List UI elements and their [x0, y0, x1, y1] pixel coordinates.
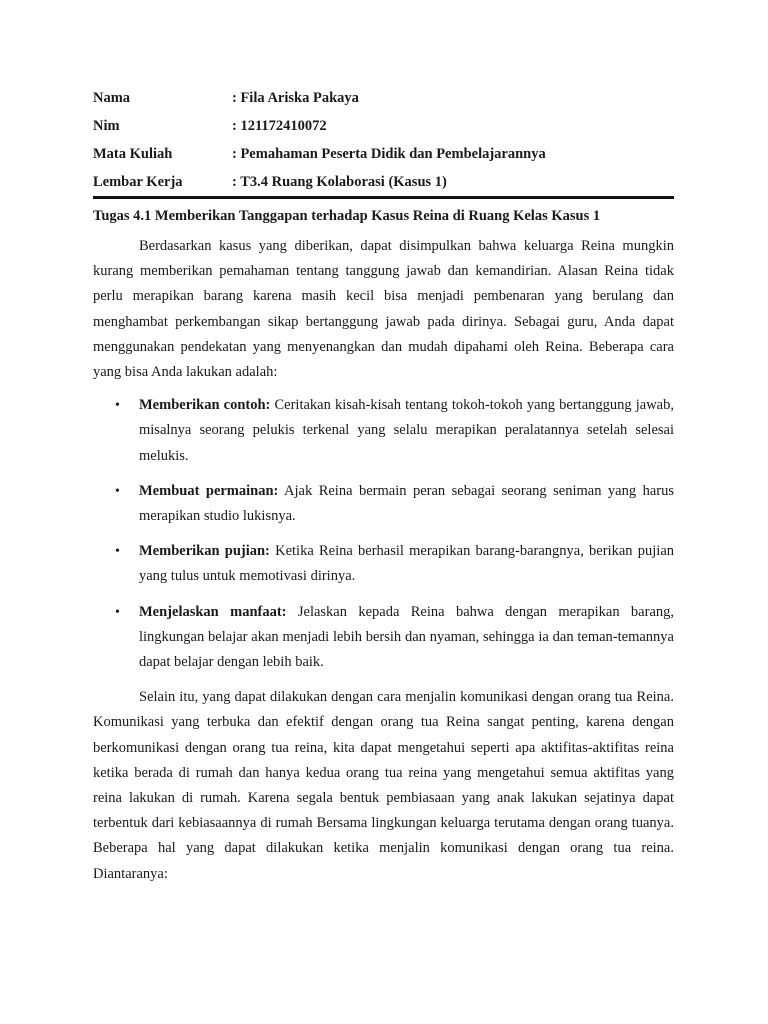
info-label: Mata Kuliah: [93, 145, 173, 162]
info-row-name: [93, 84, 674, 112]
list-item-text: Ceritakan kisah-kisah tentang tokoh-tokoh yang bertanggung jawab, misalnya seorang pelukis terkenal yang selalu merapikan peralatannya setelah selesai melukis.: [139, 397, 674, 464]
list-item: [93, 393, 674, 469]
info-value: : T3.4 Ruang Kolaborasi (Kasus 1): [232, 173, 447, 190]
bullet-icon: •: [115, 398, 120, 414]
document-page: [93, 84, 674, 887]
info-row-worksheet: [93, 168, 674, 196]
info-row-course: [93, 140, 674, 168]
strategy-list: [93, 393, 674, 675]
bullet-icon: •: [115, 604, 120, 620]
list-item: [93, 479, 674, 529]
list-item: [93, 539, 674, 589]
info-label: Lembar Kerja: [93, 173, 183, 190]
list-item-lead: Memberikan pujian:: [139, 543, 270, 560]
task-title: Tugas 4.1 Memberikan Tanggapan terhadap Kasus Reina di Ruang Kelas Kasus 1: [93, 208, 601, 224]
info-value: : Fila Ariska Pakaya: [232, 89, 359, 106]
info-label: Nama: [93, 89, 131, 106]
header-divider: [93, 196, 674, 199]
info-value: : Pemahaman Peserta Didik dan Pembelajarannya: [232, 145, 546, 162]
list-item-text: Jelaskan kepada Reina bahwa dengan merapikan barang, lingkungan belajar akan menjadi lebih bersih dan nyaman, sehingga ia dan teman-temannya dapat belajar dengan lebih baik.: [139, 603, 674, 671]
intro-paragraph: Berdasarkan kasus yang diberikan, dapat disimpulkan bahwa keluarga Reina mungkin kurang memberikan pemahaman tentang tanggung jawab dan kemandirian. Alasan Reina tidak perlu merapikan barang karena masih kecil bisa menjadi pembenaran yang berulang dan menghambat perkembangan sikap bertanggung jawab pada dirinya. Sebagai guru, Anda dapat menggunakan pendekatan yang menyenangkan dan mudah dipahami oleh Reina. Beberapa cara yang bisa Anda lakukan adalah:: [93, 238, 674, 381]
list-item-text: Ajak Reina bermain peran sebagai seorang seniman yang harus merapikan studio lukisnya.: [139, 482, 674, 525]
bullet-icon: •: [115, 544, 120, 560]
info-row-nim: [93, 112, 674, 140]
list-item-lead: Membuat permainan:: [139, 482, 279, 499]
list-item-lead: Menjelaskan manfaat:: [139, 603, 287, 620]
list-item-lead: Memberikan contoh:: [139, 397, 271, 414]
list-item: [93, 600, 674, 676]
info-label: Nim: [93, 117, 120, 134]
list-item-text: Ketika Reina berhasil merapikan barang-barangnya, berikan pujian yang tulus untuk memotivasi dirinya.: [139, 543, 674, 585]
student-info-header: [93, 84, 674, 196]
info-value: : 121172410072: [232, 117, 327, 134]
bullet-icon: •: [115, 483, 120, 499]
communication-paragraph: Selain itu, yang dapat dilakukan dengan cara menjalin komunikasi dengan orang tua Reina. Komunikasi yang terbuka dan efektif dengan orang tua Reina sangat penting, karena dengan berkomunikasi dengan orang tua reina, kita dapat mengetahui seperti apa aktifitas-aktifitas reina ketika berada di rumah dan hanya kedua orang tua reina yang mengetahui semua aktifitas yang reina lakukan di rumah. Karena segala bentuk pembiasaan yang anak lakukan sejatinya dapat terbentuk dari kebiasaannya di rumah Bersama lingkungan keluarga terutama dengan orang tuanya. Beberapa hal yang dapat dilakukan ketika menjalin komunikasi dengan orang tua reina. Diantaranya:: [93, 689, 674, 882]
